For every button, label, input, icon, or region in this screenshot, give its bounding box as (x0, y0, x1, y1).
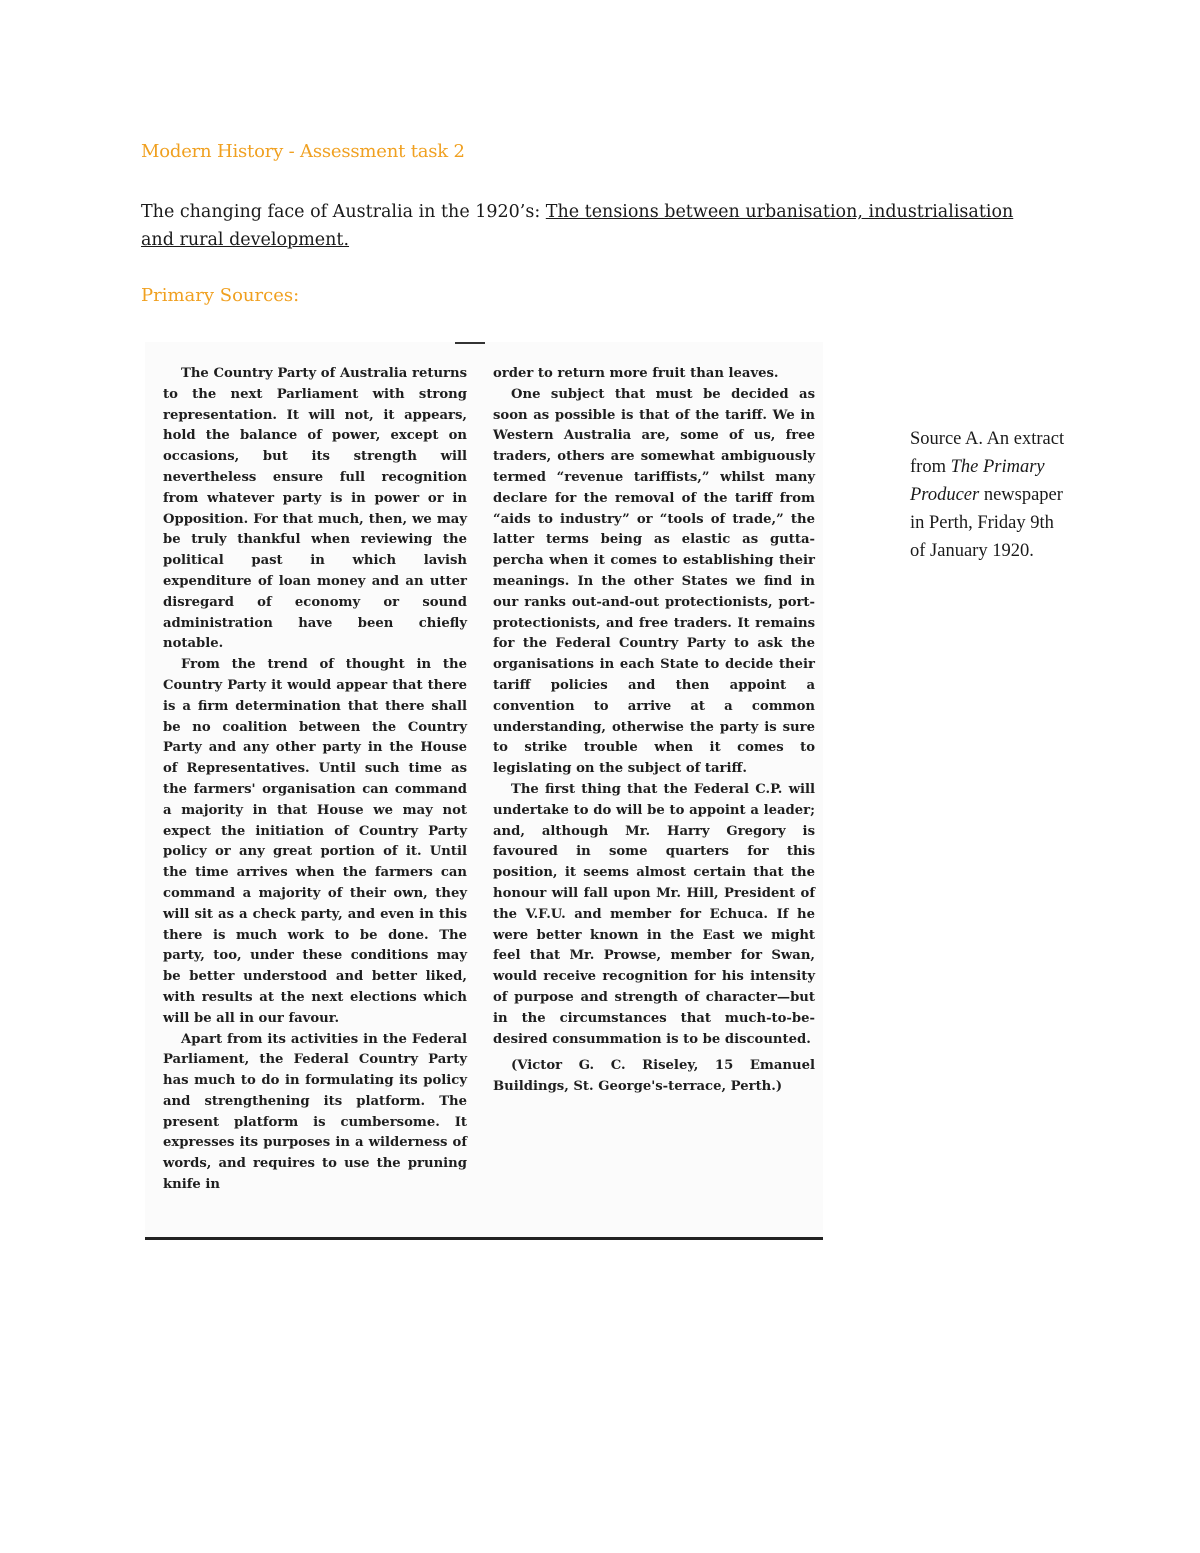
clipping-right-column (493, 364, 815, 1098)
task-intro (141, 198, 1041, 254)
clipping-paragraph: The Country Party of Australia returns to the next Parliament with strong representation. It will not, it appears, hold the balance of power, except on occasions, but its strength will nevertheless ensure full recognition from whatever party is in power or in Opposition. For that much, then, we may be truly thankful when reviewing the political past in which lavish expenditure of loan money and an utter disregard of economy or sound administration have been chiefly notable. (163, 366, 467, 652)
clipping-paragraph: One subject that must be decided as soon as possible is that of the tariff. We in Western Australia are, some of us, free traders, others are somewhat ambiguously termed “revenue tariffists,” whilst many declare for the removal of the tariff from “aids to industry” or “tools of trade,” the latter terms being as elastic as gutta-percha when it comes to establishing their meanings. In the other States we find in our ranks out-and-out protectionists, port-protectionists, and free traders. It remains for the Federal Country Party to ask the organisations in each State to decide their tariff policies and then appoint a convention to arrive at a common understanding, otherwise the party is sure to strike trouble when it comes to legislating on the subject of tariff. (493, 386, 815, 777)
newspaper-clipping-image (145, 342, 823, 1240)
caption-text-start: Source A. An extract from (910, 429, 1065, 477)
clipping-paragraph: order to return more fruit than leaves. (493, 366, 779, 381)
clipping-left-column (163, 364, 467, 1196)
clipping-paragraph: From the trend of thought in the Country Party it would appear that there is a firm determination that there shall be no coalition between the Country Party and any other party in the House of Representatives. Until such time as the farmers' organisation can command a majority in that House we may not expect the initiation of Country Party policy or any great portion of it. Until the time arrives when the farmers can command a majority of their own, they will sit as a check party, and even in this there is much work to be done. The party, too, under these conditions may be better understood and better liked, with results at the next elections which will be all in our favour. (163, 657, 467, 1026)
clipping-signature: (Victor G. C. Riseley, 15 Emanuel Buildings, St. George's-terrace, Perth.) (493, 1058, 815, 1095)
caption-publication-title: The Primary Producer (910, 457, 1045, 505)
caption-text-end: newspaper in Perth, Friday 9th of January 1920. (910, 485, 1063, 561)
intro-topic: The tensions between urbanisation, industrialisation and rural development. (141, 202, 1014, 250)
clipping-paragraph: Apart from its activities in the Federal Parliament, the Federal Country Party has much to do in formulating its policy and strengthening its platform. The present platform is cumbersome. It expresses its purposes in a wilderness of words, and requires to use the pruning knife in (163, 1031, 467, 1193)
source-caption (910, 425, 1070, 565)
primary-sources-label: Primary Sources: (141, 285, 300, 306)
intro-lead: The changing face of Australia in the 1920’s: (141, 202, 546, 222)
clipping-bottom-rule (145, 1237, 823, 1240)
page-heading: Modern History - Assessment task 2 (141, 141, 465, 162)
clipping-paragraph: The first thing that the Federal C.P. will undertake to do will be to appoint a leader; and, although Mr. Harry Gregory is favoured in some quarters for this position, it seems almost certain that the honour will fall upon Mr. Hill, President of the V.F.U. and member for Echuca. If he were better known in the East we might feel that Mr. Prowse, member for Swan, would receive recognition for his intensity of purpose and strength of character—but in the circumstances that much-to-be-desired consummation is to be discounted. (493, 781, 815, 1047)
clipping-top-mark (455, 342, 485, 344)
